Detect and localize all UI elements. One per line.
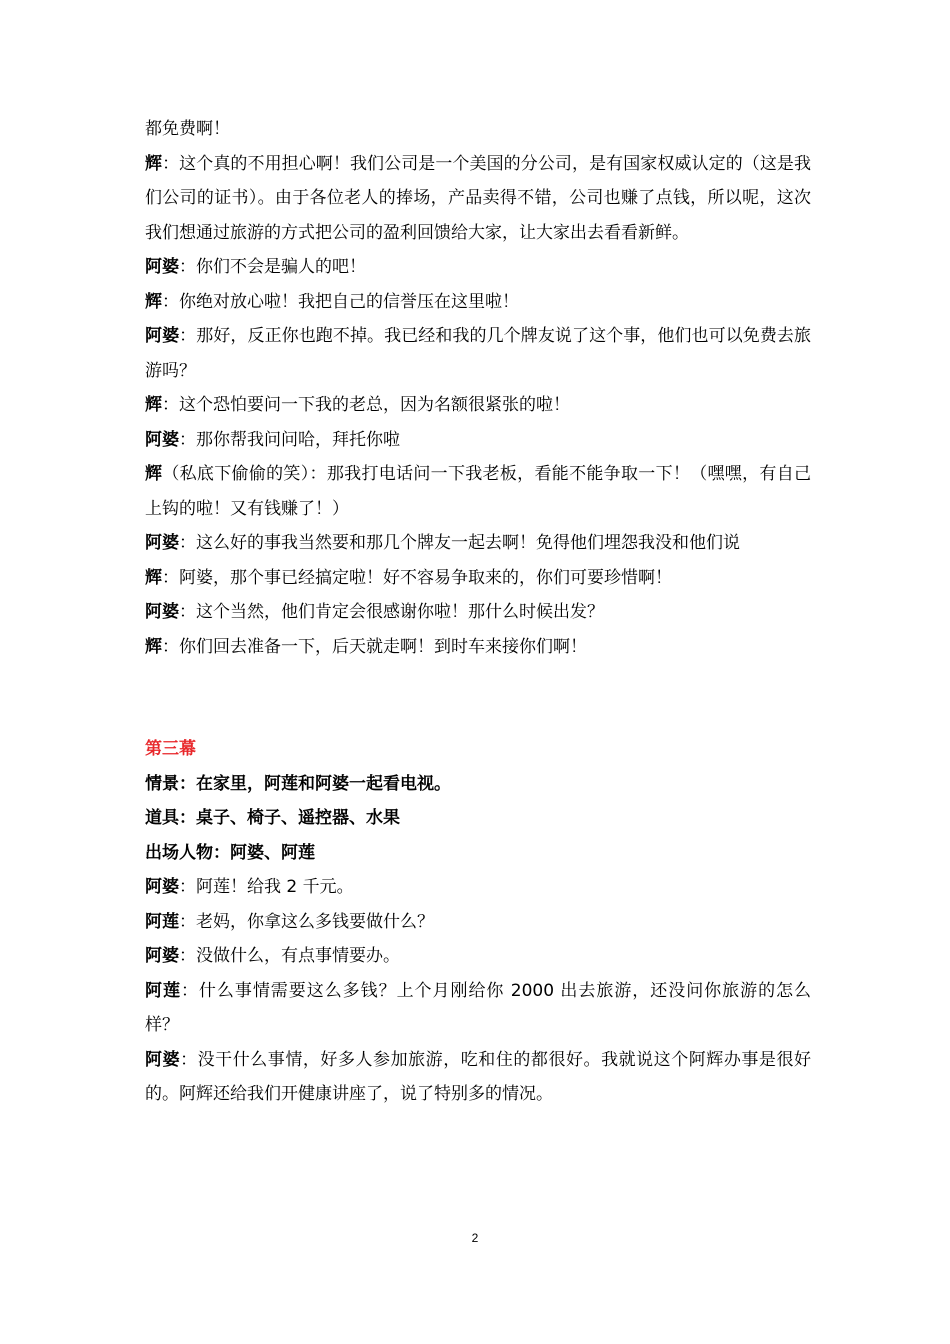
line-text: ：那你帮我问问哈，拜托你啦 <box>179 429 400 450</box>
dialogue-line <box>145 561 811 596</box>
dialogue-line <box>145 388 811 423</box>
speaker-name: 辉 <box>145 567 162 588</box>
line-text: ：没做什么，有点事情要办。 <box>179 946 400 966</box>
speaker-name: 阿婆 <box>145 429 179 450</box>
line-text: 都免费啊！ <box>145 119 230 139</box>
dialogue-block-2 <box>145 870 811 1112</box>
speaker-name: 阿婆 <box>145 946 179 966</box>
dialogue-line <box>145 905 811 940</box>
line-text: ：你绝对放心啦！我把自己的信誉压在这里啦！ <box>162 291 519 312</box>
line-text: ：老妈，你拿这么多钱要做什么？ <box>179 911 434 932</box>
dialogue-line <box>145 112 811 147</box>
dialogue-line <box>145 250 811 285</box>
act-scene: 情景：在家里，阿莲和阿婆一起看电视。 <box>145 773 451 794</box>
line-text: ：这个恐怕要问一下我的老总，因为名额很紧张的啦！ <box>162 395 570 415</box>
dialogue-line <box>145 285 811 320</box>
speaker-name: 辉 <box>145 395 162 415</box>
dialogue-line <box>145 147 811 251</box>
line-text: ：那好，反正你也跑不掉。我已经和我的几个牌友说了这个事，他们也可以免费去旅游吗？ <box>145 326 812 381</box>
speaker-name: 阿莲 <box>145 911 179 932</box>
section-spacer <box>145 664 811 732</box>
line-text: ：什么事情需要这么多钱？上个月刚给你 2000 出去旅游，还没问你旅游的怎么样？ <box>145 980 812 1035</box>
document-page <box>145 112 811 1112</box>
speaker-name: 阿婆 <box>145 602 179 622</box>
speaker-name: 阿莲 <box>145 980 181 1001</box>
line-text: ：这个当然，他们肯定会很感谢你啦！那什么时候出发？ <box>179 602 604 622</box>
dialogue-line <box>145 939 811 974</box>
dialogue-line <box>145 457 811 526</box>
dialogue-line <box>145 870 811 905</box>
speaker-name: 辉 <box>145 291 162 312</box>
line-text: ：这么好的事我当然要和那几个牌友一起去啊！免得他们埋怨我没和他们说 <box>179 533 740 553</box>
speaker-name: 阿婆 <box>145 1049 181 1070</box>
line-text: ：你们不会是骗人的吧！ <box>179 257 366 277</box>
speaker-name: 阿婆 <box>145 533 179 553</box>
line-text: ：你们回去准备一下，后天就走啊！到时车来接你们啊！ <box>162 636 587 657</box>
dialogue-line <box>145 595 811 630</box>
speaker-name: 阿婆 <box>145 326 180 346</box>
act-cast: 出场人物：阿婆、阿莲 <box>145 842 315 863</box>
dialogue-line <box>145 630 811 665</box>
speaker-name: 辉 <box>145 153 163 174</box>
dialogue-line <box>145 974 811 1043</box>
dialogue-line <box>145 319 811 388</box>
line-text: （私底下偷偷的笑）：那我打电话问一下我老板，看能不能争取一下！（嘿嘿，有自己上钩的啦！又有钱赚了！） <box>145 464 812 519</box>
line-text: ：没干什么事情，好多人参加旅游，吃和住的都很好。我就说这个阿辉办事是很好的。阿辉还给我们开健康讲座了，说了特别多的情况。 <box>145 1049 812 1104</box>
speaker-name: 阿婆 <box>145 257 179 277</box>
act-title: 第三幕 <box>145 739 196 759</box>
line-text: ：阿婆，那个事已经搞定啦！好不容易争取来的，你们可要珍惜啊！ <box>162 567 672 588</box>
dialogue-line <box>145 1043 811 1112</box>
speaker-name: 辉 <box>145 636 162 657</box>
speaker-name: 辉 <box>145 464 163 484</box>
act-props: 道具：桌子、椅子、遥控器、水果 <box>145 808 400 828</box>
page-number: 2 <box>471 1231 479 1245</box>
line-text: ：这个真的不用担心啊！我们公司是一个美国的分公司，是有国家权威认定的（这是我们公司的证书）。由于各位老人的捧场，产品卖得不错，公司也赚了点钱，所以呢，这次我们想通过旅游的方式把公司的盈利回馈给大家，让大家出去看看新鲜。 <box>145 153 812 243</box>
line-text: ：阿莲！给我 2 千元。 <box>179 877 354 897</box>
act-header <box>145 732 811 870</box>
dialogue-line <box>145 526 811 561</box>
speaker-name: 阿婆 <box>145 877 179 897</box>
dialogue-line <box>145 423 811 458</box>
dialogue-block-1 <box>145 112 811 664</box>
